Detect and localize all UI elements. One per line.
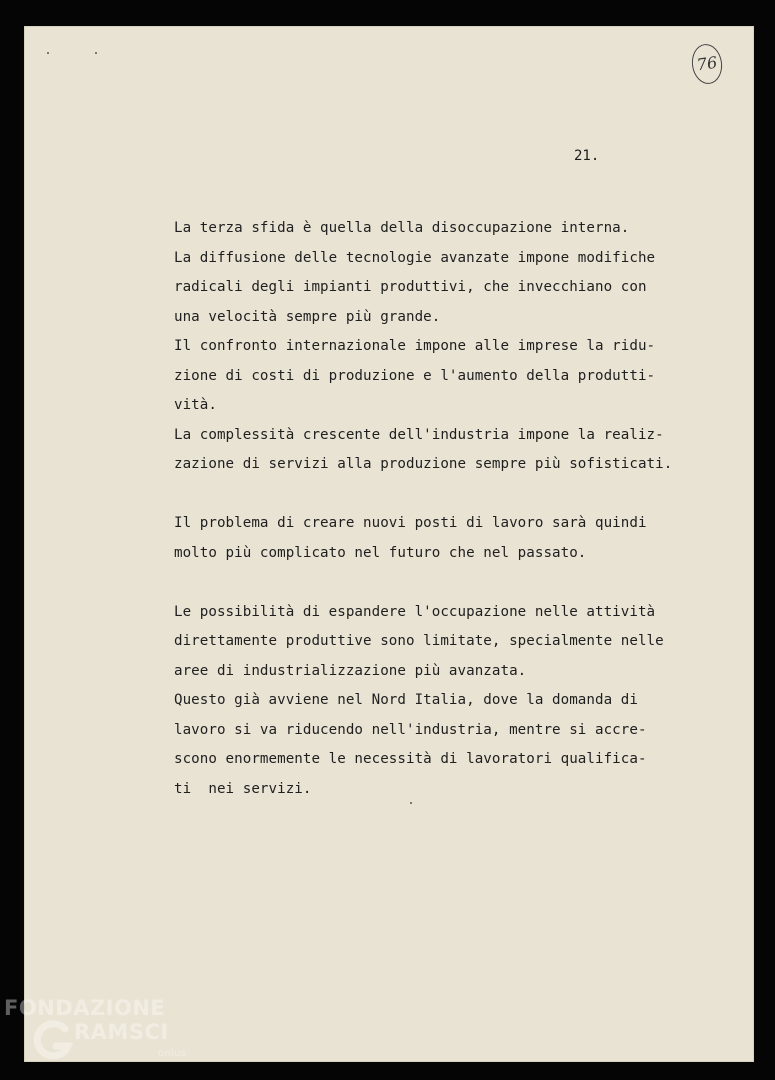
typed-page xyxy=(24,26,754,1062)
text-line: zione di costi di produzione e l'aumento della produtti- xyxy=(174,367,656,384)
text-line: ti nei servizi. xyxy=(174,780,312,797)
text-line: La diffusione delle tecnologie avanzate impone modifiche xyxy=(174,249,656,266)
text-line: direttamente produttive sono limitate, specialmente nelle xyxy=(174,633,664,649)
watermark-line-1: FONDAZIONE xyxy=(4,996,166,1020)
g-logo-icon xyxy=(34,1020,76,1062)
text-line: Questo già avviene nel Nord Italia, dove la domanda di xyxy=(174,692,638,708)
text-line: Il problema di creare nuovi posti di lavoro sarà quindi xyxy=(174,515,647,531)
text-line: zazione di servizi alla produzione sempre più sofisticati. xyxy=(174,456,673,472)
text-line: scono enormemente le necessità di lavoratori qualifica- xyxy=(174,751,647,767)
watermark-line-3: onlus xyxy=(158,1048,187,1059)
watermark-line-2: RAMSCI xyxy=(74,1020,169,1044)
text-line: Le possibilità di espandere l'occupazione nelle attività xyxy=(174,603,656,620)
text-line: Il confronto internazionale impone alle imprese la ridu- xyxy=(174,338,656,354)
paragraph-spacer xyxy=(174,480,744,510)
text-line: molto più complicato nel futuro che nel passato. xyxy=(174,544,587,561)
text-line: La terza sfida è quella della disoccupazione interna. xyxy=(174,220,630,236)
archive-stamp-number: 76 xyxy=(689,42,724,86)
text-line: radicali degli impianti produttivi, che invecchiano con xyxy=(174,279,647,295)
page-number: 21. xyxy=(574,148,600,164)
text-line: La complessità crescente dell'industria impone la realiz- xyxy=(174,426,664,443)
paper-mark xyxy=(95,52,97,54)
text-line: lavoro si va riducendo nell'industria, mentre si accre- xyxy=(174,721,647,738)
paragraph-spacer xyxy=(174,568,744,598)
fondazione-gramsci-watermark xyxy=(4,996,194,1078)
document-body xyxy=(174,214,744,804)
text-line: vità. xyxy=(174,397,217,413)
text-line: una velocità sempre più grande. xyxy=(174,308,441,325)
text-line: aree di industrializzazione più avanzata. xyxy=(174,662,527,679)
paper-mark xyxy=(47,52,49,54)
